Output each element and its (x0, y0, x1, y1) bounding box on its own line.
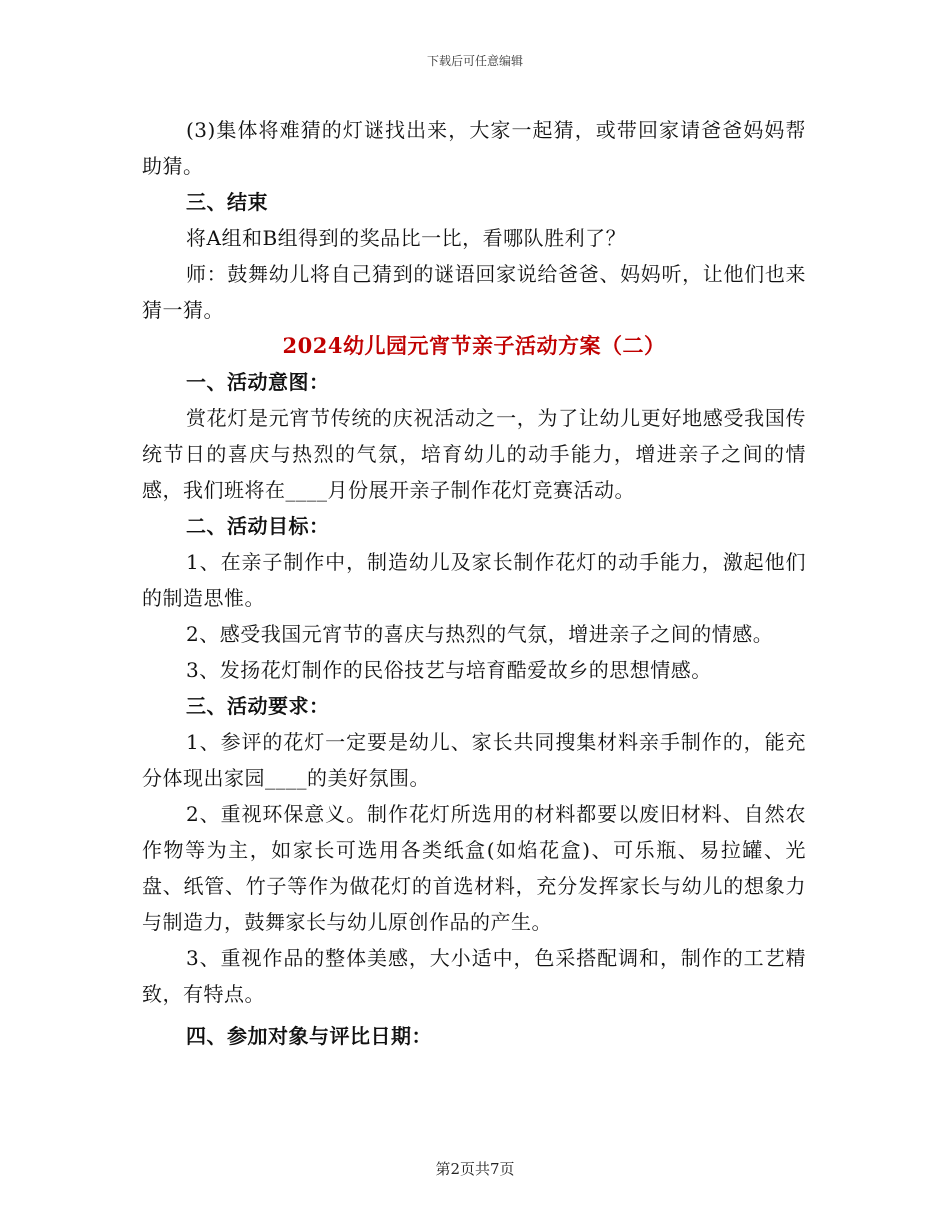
goal-item-2: 2、感受我国元宵节的喜庆与热烈的气氛，增进亲子之间的情感。 (186, 622, 774, 646)
paragraph-compare-prizes: 将A组和B组得到的奖品比一比，看哪队胜利了？ (186, 226, 627, 250)
requirement-item-2: 2、重视环保意义。制作花灯所选用的材料都要以废旧材料、自然农作物等为主，如家长可选用各类纸盒(如焰花盒)、可乐瓶、易拉罐、光盘、纸管、竹子等作为做花灯的首选材料，充分发挥家长与幼儿的想象力与制造力，鼓舞家长与幼儿原创作品的产生。 (142, 802, 806, 934)
requirement-item-1: 1、参评的花灯一定要是幼儿、家长共同搜集材料亲手制作的，能充分体现出家园____的美好氛围。 (142, 730, 806, 790)
requirement-item-3: 3、重视作品的整体美感，大小适中，色采搭配调和，制作的工艺精致，有特点。 (142, 946, 806, 1006)
document-title: 2024幼儿园元宵节亲子活动方案（二） (282, 333, 666, 358)
paragraph-teacher-encourage: 师：鼓舞幼儿将自己猜到的谜语回家说给爸爸、妈妈听，让他们也来猜一猜。 (142, 262, 806, 322)
heading-participants: 四、参加对象与评比日期： (186, 1024, 432, 1048)
page-footer: 第2页共7页 (435, 1160, 515, 1178)
heading-goals: 二、活动目标： (186, 514, 330, 538)
page-header: 下载后可任意编辑 (426, 54, 523, 68)
heading-intent: 一、活动意图： (186, 370, 330, 394)
heading-end: 三、结束 (186, 190, 268, 214)
document-body (142, 112, 806, 1054)
paragraph-intent: 赏花灯是元宵节传统的庆祝活动之一，为了让幼儿更好地感受我国传统节日的喜庆与热烈的气氛，培育幼儿的动手能力，增进亲子之间的情感，我们班将在____月份展开亲子制作花灯竞赛活动。 (142, 406, 806, 502)
paragraph-guess-together: (3)集体将难猜的灯谜找出来，大家一起猜，或带回家请爸爸妈妈帮助猜。 (142, 118, 806, 178)
heading-requirements: 三、活动要求： (186, 694, 330, 718)
goal-item-3: 3、发扬花灯制作的民俗技艺与培育酷爱故乡的思想情感。 (186, 658, 712, 682)
goal-item-1: 1、在亲子制作中，制造幼儿及家长制作花灯的动手能力，激起他们的制造思惟。 (142, 550, 806, 610)
